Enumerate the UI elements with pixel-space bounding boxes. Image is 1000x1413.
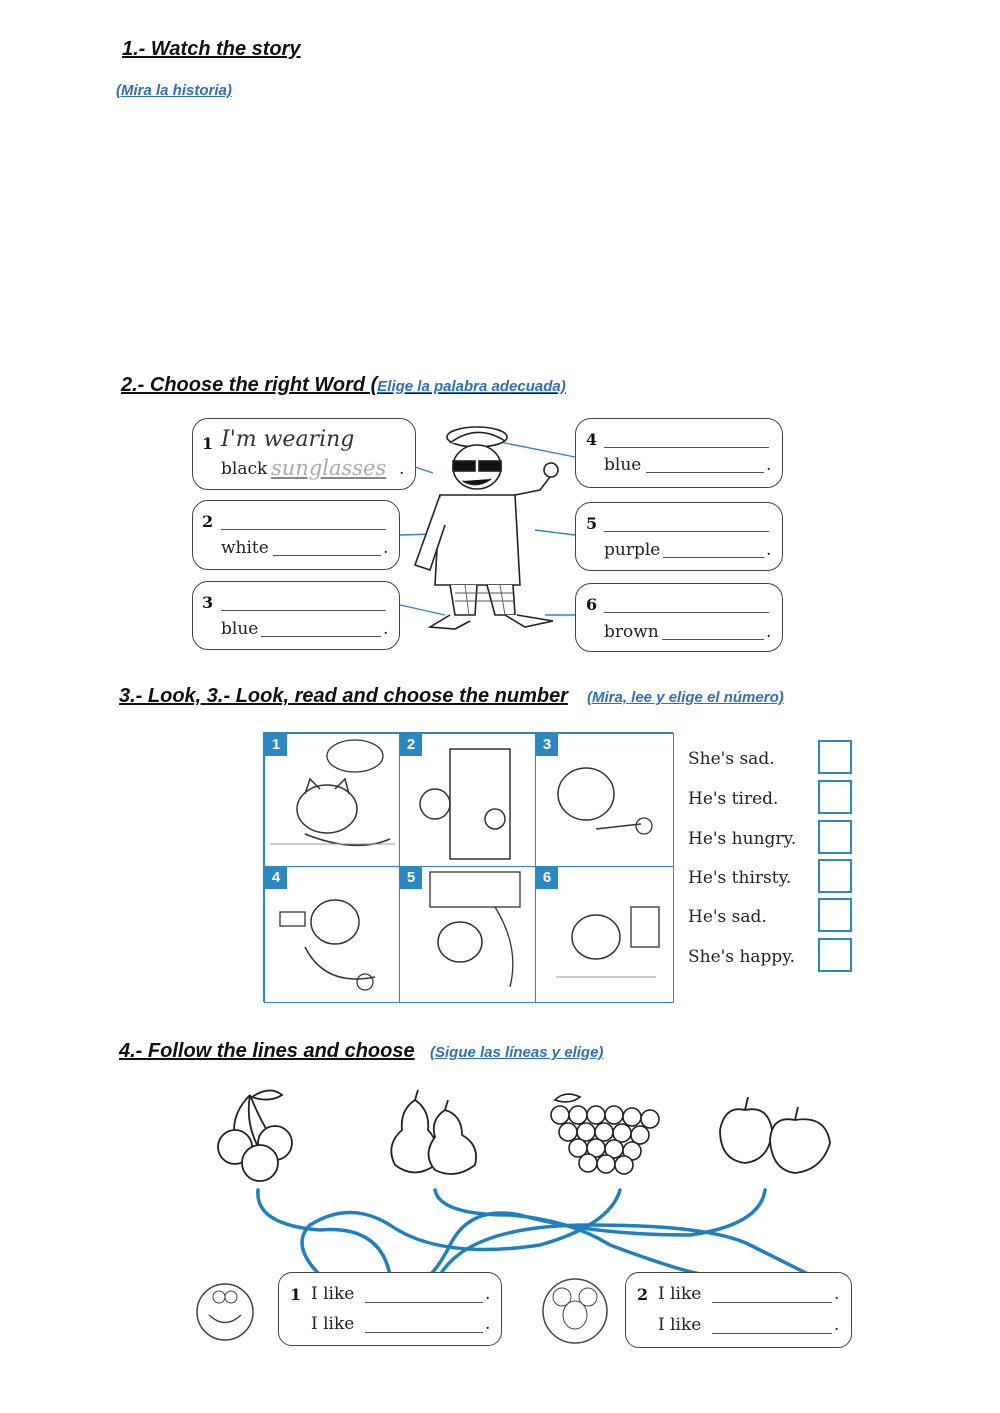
frog-avatar xyxy=(195,1275,255,1345)
comic-panel-6: 6 xyxy=(535,866,674,1003)
sentence-5: He's sad. xyxy=(688,907,767,927)
cherries-icon xyxy=(218,1090,292,1181)
comic-panel-2: 2 xyxy=(399,733,537,868)
sentence-box-5: 5 purple . xyxy=(575,502,783,571)
section4-title: 4.- Follow the lines and choose xyxy=(119,1040,415,1062)
answer-box-4[interactable] xyxy=(818,859,852,893)
apples-icon xyxy=(720,1097,830,1173)
grapes-icon xyxy=(551,1094,659,1174)
mouse-avatar xyxy=(540,1275,610,1345)
sentence-3: He's hungry. xyxy=(688,829,797,849)
fruit-row xyxy=(190,1085,850,1185)
section2-title: 2.- Choose the right Word (Elige la palabra adecuada) xyxy=(121,374,566,396)
sentence-1: She's sad. xyxy=(688,749,775,769)
speech-bubble-2: 2 I like . I like . xyxy=(625,1272,852,1348)
comic-panel-5: 5 xyxy=(399,866,537,1003)
sentence-box-1: 1 I'm wearing black sunglasses . xyxy=(192,418,416,490)
answer-line[interactable] xyxy=(662,639,764,640)
answer-line[interactable] xyxy=(604,531,769,532)
sentence-box-3: 3 blue . xyxy=(192,581,400,650)
answer-line[interactable] xyxy=(261,636,381,637)
section3-title: 3.- Look, 3.- Look, read and choose the number xyxy=(119,685,568,707)
tangled-lines[interactable] xyxy=(190,1185,850,1285)
answer-line[interactable] xyxy=(365,1302,483,1303)
section1-title: 1.- Watch the story xyxy=(122,38,301,60)
speech-bubble-1: 1 I like . I like . xyxy=(278,1272,502,1346)
answer-box-1[interactable] xyxy=(818,740,852,774)
answer-line[interactable] xyxy=(604,447,769,448)
sentence-box-2: 2 white . xyxy=(192,500,400,570)
section4-subtitle: (Sigue las líneas y elige) xyxy=(430,1044,604,1061)
answer-box-3[interactable] xyxy=(818,820,852,854)
sentence-6: She's happy. xyxy=(688,947,796,967)
sentence-box-4: 4 blue . xyxy=(575,418,783,488)
answer-line[interactable] xyxy=(365,1332,483,1333)
answer-line[interactable] xyxy=(604,612,769,613)
answer-box-2[interactable] xyxy=(818,780,852,814)
answer-line[interactable] xyxy=(273,555,381,556)
answer-line[interactable] xyxy=(221,529,386,530)
comic-panel-4: 4 xyxy=(264,866,401,1003)
cursive-prompt: I'm wearing xyxy=(221,427,355,452)
answer-line[interactable] xyxy=(712,1333,832,1334)
answer-line[interactable] xyxy=(646,472,764,473)
section1-subtitle: (Mira la historia) xyxy=(116,82,232,99)
spy-character-illustration xyxy=(395,415,580,655)
answer-line[interactable] xyxy=(221,610,386,611)
pears-icon xyxy=(391,1090,476,1174)
answer-line[interactable] xyxy=(712,1302,832,1303)
answer-box-5[interactable] xyxy=(818,898,852,932)
example-answer: sunglasses xyxy=(271,456,387,480)
comic-panel-3: 3 xyxy=(535,733,674,868)
comic-panel-1: 1 xyxy=(264,733,401,868)
sentence-box-6: 6 brown . xyxy=(575,583,783,652)
sentence-2: He's tired. xyxy=(688,789,779,809)
section3-subtitle: (Mira, lee y elige el número) xyxy=(587,689,784,706)
sentence-4: He's thirsty. xyxy=(688,868,792,888)
comic-grid xyxy=(263,732,673,1002)
section2-subtitle: Elige la palabra adecuada) xyxy=(377,378,566,395)
answer-box-6[interactable] xyxy=(818,938,852,972)
answer-line[interactable] xyxy=(663,557,764,558)
